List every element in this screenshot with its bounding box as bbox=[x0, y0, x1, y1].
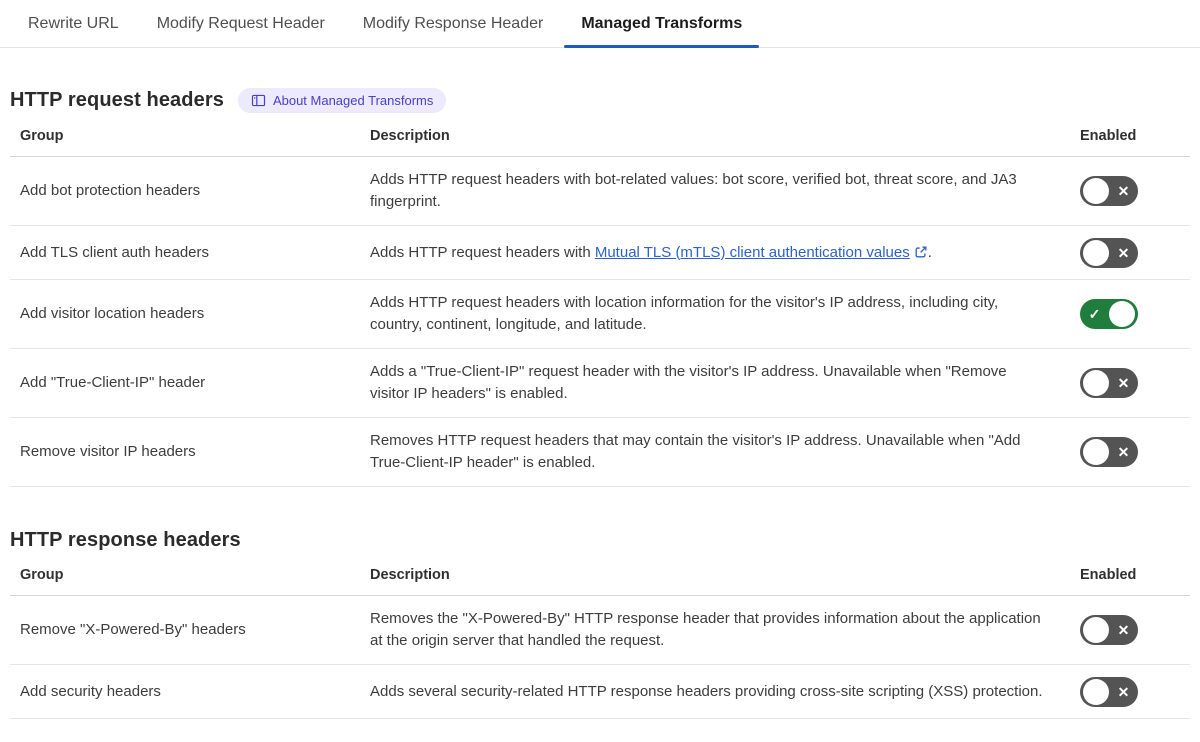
enabled-toggle[interactable] bbox=[1080, 299, 1138, 329]
description-cell: Adds several security-related HTTP response headers providing cross-site scripting (XSS) protection. bbox=[370, 682, 1043, 700]
group-cell: Add bot protection headers bbox=[20, 182, 201, 199]
enabled-cell bbox=[1080, 437, 1190, 467]
toggle-knob bbox=[1083, 240, 1109, 266]
enabled-toggle[interactable] bbox=[1080, 238, 1138, 268]
description-cell: Adds HTTP request headers with Mutual TLS (mTLS) client authentication values . bbox=[370, 243, 932, 261]
table-row bbox=[10, 349, 1190, 418]
response-headers-table bbox=[10, 556, 1190, 719]
toggle-knob bbox=[1083, 679, 1109, 705]
description-cell: Removes HTTP request headers that may contain the visitor's IP address. Unavailable when "Add True-Client-IP header" is enabled. bbox=[370, 432, 1021, 471]
group-cell: Remove "X-Powered-By" headers bbox=[20, 621, 246, 638]
enabled-toggle[interactable] bbox=[1080, 615, 1138, 645]
x-icon: ✕ bbox=[1117, 444, 1130, 460]
group-cell: Remove visitor IP headers bbox=[20, 443, 196, 460]
request-headers-table bbox=[10, 117, 1190, 487]
enabled-cell bbox=[1080, 176, 1190, 206]
toggle-knob bbox=[1083, 178, 1109, 204]
toggle-knob bbox=[1083, 370, 1109, 396]
table-row bbox=[10, 157, 1190, 226]
tab-modify-response-header[interactable]: Modify Response Header bbox=[346, 0, 561, 47]
enabled-cell bbox=[1080, 368, 1190, 398]
description-cell: Adds HTTP request headers with bot-related values: bot score, verified bot, threat score, and JA3 fingerprint. bbox=[370, 171, 1017, 210]
tab-managed-transforms[interactable]: Managed Transforms bbox=[564, 0, 759, 47]
request-headers-title: HTTP request headers bbox=[10, 89, 224, 111]
group-cell: Add "True-Client-IP" header bbox=[20, 374, 206, 391]
about-managed-transforms-badge[interactable] bbox=[238, 88, 446, 113]
column-header-enabled: Enabled bbox=[1080, 567, 1137, 583]
x-icon: ✕ bbox=[1117, 622, 1130, 638]
description-cell: Adds HTTP request headers with location information for the visitor's IP address, including city, country, continent, longitude, and latitude. bbox=[370, 294, 999, 333]
enabled-toggle[interactable] bbox=[1080, 368, 1138, 398]
x-icon: ✕ bbox=[1117, 683, 1130, 700]
description-cell: Adds a "True-Client-IP" request header with the visitor's IP address. Unavailable when "Remove visitor IP headers" is enabled. bbox=[370, 363, 1007, 402]
enabled-toggle[interactable] bbox=[1080, 176, 1138, 206]
response-headers-section-head bbox=[10, 529, 1190, 552]
column-header-group: Group bbox=[20, 567, 64, 583]
book-icon bbox=[251, 93, 266, 108]
x-icon: ✕ bbox=[1117, 183, 1130, 199]
column-header-enabled: Enabled bbox=[1080, 128, 1137, 144]
table-row bbox=[10, 280, 1190, 349]
table-row bbox=[10, 418, 1190, 487]
enabled-cell bbox=[1080, 299, 1190, 329]
enabled-cell bbox=[1080, 615, 1190, 645]
toggle-knob bbox=[1083, 439, 1109, 465]
managed-transforms-page bbox=[0, 88, 1200, 719]
column-header-description: Description bbox=[370, 567, 450, 583]
external-link-icon bbox=[914, 245, 928, 259]
enabled-toggle[interactable] bbox=[1080, 437, 1138, 467]
enabled-cell bbox=[1080, 238, 1190, 268]
response-headers-title: HTTP response headers bbox=[10, 529, 241, 551]
check-icon: ✓ bbox=[1088, 306, 1101, 322]
group-cell: Add visitor location headers bbox=[20, 305, 205, 322]
tab-rewrite-url[interactable]: Rewrite URL bbox=[11, 0, 136, 47]
x-icon: ✕ bbox=[1117, 244, 1130, 261]
toggle-knob bbox=[1109, 301, 1135, 327]
table-header-row bbox=[10, 556, 1190, 596]
group-cell: Add TLS client auth headers bbox=[20, 243, 210, 261]
column-header-description: Description bbox=[370, 128, 450, 144]
table-row bbox=[10, 596, 1190, 665]
group-cell: Add security headers bbox=[20, 682, 161, 700]
enabled-toggle[interactable] bbox=[1080, 677, 1138, 707]
tab-modify-request-header[interactable]: Modify Request Header bbox=[140, 0, 342, 47]
enabled-cell bbox=[1080, 677, 1190, 707]
badge-label: About Managed Transforms bbox=[272, 93, 434, 108]
mtls-documentation-link[interactable]: Mutual TLS (mTLS) client authentication values bbox=[594, 243, 910, 261]
request-headers-section-head bbox=[10, 88, 1190, 113]
toggle-knob bbox=[1083, 617, 1109, 643]
table-row bbox=[10, 226, 1190, 280]
table-header-row bbox=[10, 117, 1190, 157]
tab-bar bbox=[0, 0, 1200, 48]
table-row bbox=[10, 665, 1190, 719]
description-cell: Removes the "X-Powered-By" HTTP response header that provides information about the application at the origin server that handled the request. bbox=[370, 610, 1041, 649]
x-icon: ✕ bbox=[1117, 375, 1130, 391]
column-header-group: Group bbox=[20, 128, 64, 144]
